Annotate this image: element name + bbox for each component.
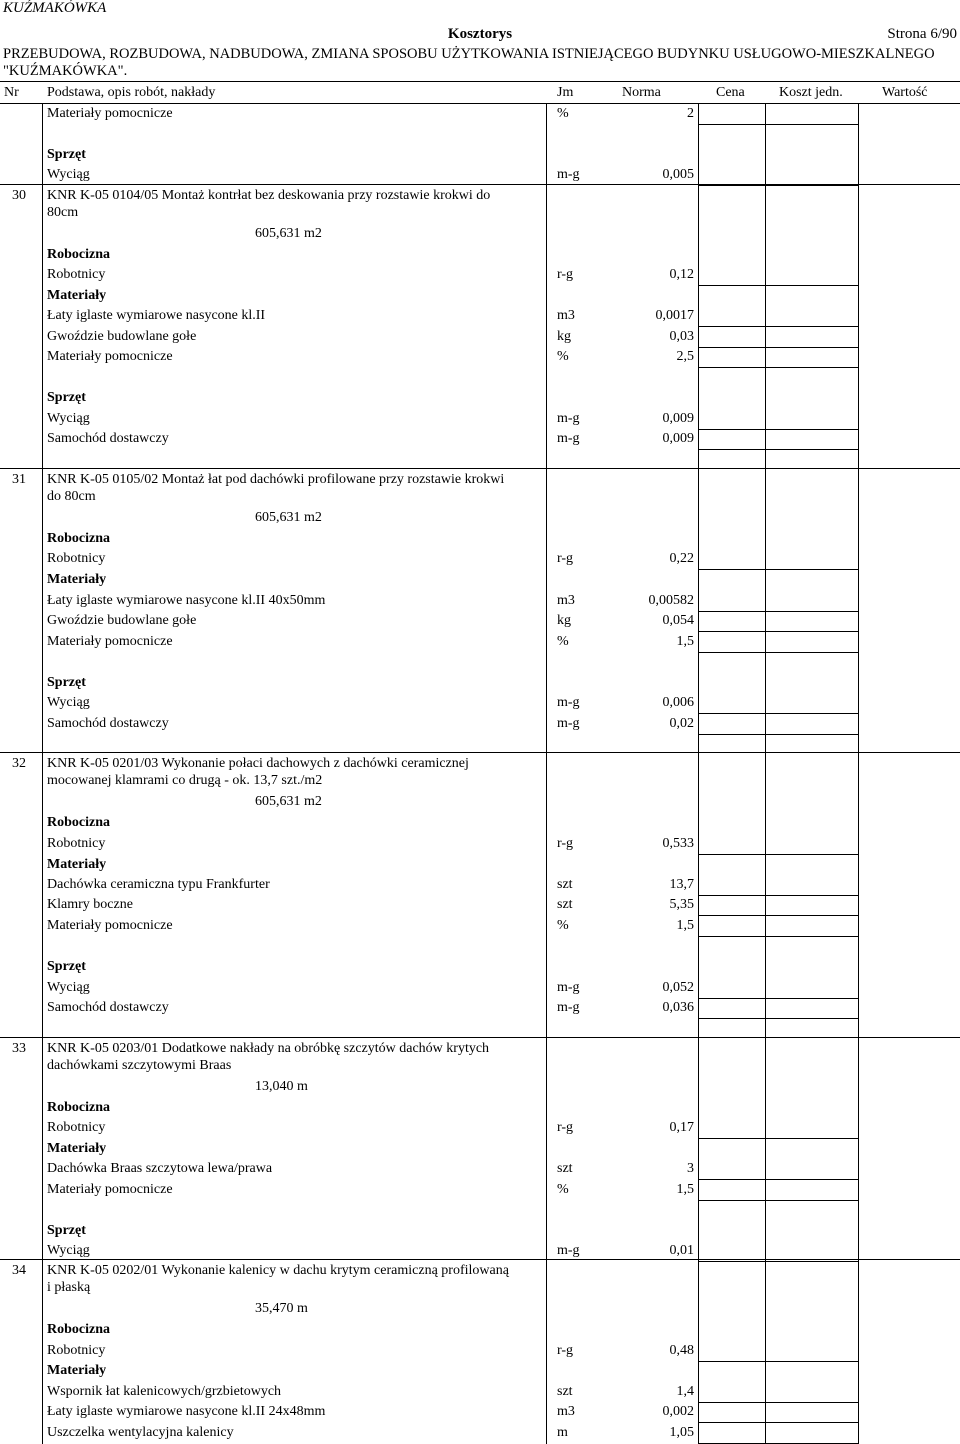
resource-norm: 0,00582 <box>648 593 694 608</box>
cell-rule <box>698 1200 858 1201</box>
company-name: KUŹMAKÓWKA <box>3 0 107 16</box>
resource-unit: m-g <box>557 716 580 731</box>
resource-unit: m-g <box>557 695 580 710</box>
resource-name: Samochód dostawczy <box>47 1000 169 1015</box>
resource-norm: 5,35 <box>669 897 694 912</box>
resource-unit: szt <box>557 877 573 892</box>
resource-name: Dachówka Braas szczytowa lewa/prawa <box>47 1161 273 1176</box>
resource-unit: % <box>557 1182 569 1197</box>
resource-name: Robotnicy <box>47 1343 106 1358</box>
resource-norm: 1,05 <box>669 1425 694 1440</box>
position-quantity: 605,631 m2 <box>255 510 322 525</box>
position-description: KNR K-05 0201/03 Wykonanie połaci dachowych z dachówki ceramicznej <box>47 756 469 771</box>
cell-rule <box>698 124 858 125</box>
cell-rule <box>698 1179 858 1180</box>
cell-rule <box>698 1018 858 1019</box>
cell-rule <box>698 1138 858 1139</box>
resource-name: Łaty iglaste wymiarowe nasycone kl.II 24x48mm <box>47 1404 326 1419</box>
cell-rule <box>698 285 858 286</box>
resource-unit: r-g <box>557 267 574 282</box>
resource-unit: m-g <box>557 167 580 182</box>
resource-norm: 1,4 <box>676 1384 694 1399</box>
resource-unit: r-g <box>557 836 574 851</box>
resource-norm: 0,17 <box>669 1120 694 1135</box>
position-number: 32 <box>12 756 26 771</box>
position-number: 31 <box>12 472 26 487</box>
column-divider <box>546 104 547 1444</box>
resource-name: Wyciąg <box>47 980 90 995</box>
resource-norm: 0,054 <box>662 613 694 628</box>
header-top-rule <box>0 81 960 82</box>
resource-norm: 13,7 <box>669 877 694 892</box>
section-label: Robocizna <box>47 815 110 830</box>
position-quantity: 605,631 m2 <box>255 226 322 241</box>
resource-norm: 0,48 <box>669 1343 694 1358</box>
resource-unit: m <box>557 1425 568 1440</box>
page-number: Strona 6/90 <box>887 26 957 42</box>
cell-rule <box>698 713 858 714</box>
resource-norm: 0,02 <box>669 716 694 731</box>
position-separator <box>0 184 960 185</box>
cell-rule <box>698 326 858 327</box>
position-separator <box>0 1259 960 1260</box>
resource-unit: % <box>557 918 569 933</box>
section-label: Sprzęt <box>47 147 86 162</box>
position-number: 33 <box>12 1041 26 1056</box>
resource-unit: r-g <box>557 551 574 566</box>
cell-rule <box>698 854 858 855</box>
resource-norm: 0,0017 <box>655 308 694 323</box>
cell-rule <box>698 1422 858 1423</box>
resource-unit: % <box>557 634 569 649</box>
header-bottom-rule <box>0 103 960 104</box>
resource-name: Łaty iglaste wymiarowe nasycone kl.II 40x50mm <box>47 593 326 608</box>
resource-norm: 3 <box>687 1161 694 1176</box>
section-label: Materiały <box>47 572 107 587</box>
resource-unit: szt <box>557 1384 573 1399</box>
column-divider <box>765 104 766 1444</box>
resource-norm: 0,036 <box>662 1000 694 1015</box>
resource-unit: kg <box>557 329 571 344</box>
position-number: 30 <box>12 188 26 203</box>
cell-rule <box>698 652 858 653</box>
resource-name: Klamry boczne <box>47 897 133 912</box>
resource-norm: 0,005 <box>662 167 694 182</box>
resource-norm: 1,5 <box>676 634 694 649</box>
resource-name: Robotnicy <box>47 836 106 851</box>
cell-rule <box>698 1261 858 1262</box>
resource-name: Gwoździe budowlane gołe <box>47 613 197 628</box>
cell-rule <box>698 734 858 735</box>
column-divider <box>858 104 859 1444</box>
col-header-basis: Podstawa, opis robót, nakłady <box>47 85 216 100</box>
col-header-unit: Jm <box>557 85 574 100</box>
resource-norm: 0,03 <box>669 329 694 344</box>
cell-rule <box>698 611 858 612</box>
resource-name: Robotnicy <box>47 551 106 566</box>
section-label: Sprzęt <box>47 390 86 405</box>
resource-unit: szt <box>557 897 573 912</box>
resource-unit: m-g <box>557 1243 580 1258</box>
column-divider <box>698 104 699 1444</box>
resource-norm: 0,533 <box>662 836 694 851</box>
resource-unit: r-g <box>557 1343 574 1358</box>
document-title: Kosztorys <box>447 26 513 42</box>
resource-name: Robotnicy <box>47 1120 106 1135</box>
position-separator <box>0 752 960 753</box>
resource-name: Materiały pomocnicze <box>47 918 173 933</box>
resource-unit: m3 <box>557 1404 575 1419</box>
cell-rule <box>698 915 858 916</box>
section-label: Robocizna <box>47 1322 110 1337</box>
cell-rule <box>698 569 858 570</box>
col-header-value: Wartość <box>882 85 928 100</box>
resource-name: Materiały pomocnicze <box>47 349 173 364</box>
resource-norm: 0,052 <box>662 980 694 995</box>
position-separator <box>0 1037 960 1038</box>
position-number: 34 <box>12 1263 26 1278</box>
resource-name: Materiały pomocnicze <box>47 106 173 121</box>
section-label: Robocizna <box>47 1100 110 1115</box>
position-description-cont: i płaską <box>47 1280 91 1295</box>
resource-name: Wyciąg <box>47 695 90 710</box>
resource-name: Gwoździe budowlane gołe <box>47 329 197 344</box>
resource-unit: m-g <box>557 411 580 426</box>
col-header-unit-cost: Koszt jedn. <box>779 85 843 100</box>
cell-rule <box>698 631 858 632</box>
section-label: Robocizna <box>47 247 110 262</box>
resource-unit: r-g <box>557 1120 574 1135</box>
resource-norm: 0,006 <box>662 695 694 710</box>
position-description: KNR K-05 0104/05 Montaż kontrłat bez deskowania przy rozstawie krokwi do <box>47 188 491 203</box>
resource-norm: 2,5 <box>676 349 694 364</box>
resource-unit: m3 <box>557 593 575 608</box>
resource-name: Wyciąg <box>47 1243 90 1258</box>
resource-name: Materiały pomocnicze <box>47 1182 173 1197</box>
section-label: Sprzęt <box>47 1223 86 1238</box>
resource-norm: 0,002 <box>662 1404 694 1419</box>
resource-norm: 0,01 <box>669 1243 694 1258</box>
resource-unit: m-g <box>557 431 580 446</box>
column-divider <box>42 104 43 1444</box>
resource-name: Uszczelka wentylacyjna kalenicy <box>47 1425 234 1440</box>
resource-name: Samochód dostawczy <box>47 716 169 731</box>
resource-name: Wyciąg <box>47 167 90 182</box>
section-label: Materiały <box>47 857 107 872</box>
col-header-nr: Nr <box>4 85 19 100</box>
section-label: Materiały <box>47 288 107 303</box>
cell-rule <box>698 1361 858 1362</box>
col-header-norm: Norma <box>622 85 661 100</box>
col-header-price: Cena <box>716 85 745 100</box>
cell-rule <box>698 449 858 450</box>
cell-rule <box>698 347 858 348</box>
position-description: KNR K-05 0105/02 Montaż łat pod dachówki profilowane przy rozstawie krokwi <box>47 472 505 487</box>
position-separator <box>0 468 960 469</box>
position-description-cont: do 80cm <box>47 489 96 504</box>
project-title-line1: PRZEBUDOWA, ROZBUDOWA, NADBUDOWA, ZMIANA SPOSOBU UŻYTKOWANIA ISTNIEJĄCEGO BUDYNKU USŁUGOWO-MIESZKALNEGO <box>3 46 935 62</box>
position-description: KNR K-05 0203/01 Dodatkowe nakłady na obróbkę szczytów dachów krytych <box>47 1041 490 1056</box>
resource-norm: 2 <box>687 106 694 121</box>
resource-name: Samochód dostawczy <box>47 431 169 446</box>
resource-unit: m-g <box>557 1000 580 1015</box>
resource-name: Materiały pomocnicze <box>47 634 173 649</box>
cell-rule <box>698 895 858 896</box>
resource-name: Wyciąg <box>47 411 90 426</box>
resource-unit: kg <box>557 613 571 628</box>
resource-norm: 0,22 <box>669 551 694 566</box>
section-label: Sprzęt <box>47 959 86 974</box>
resource-norm: 0,12 <box>669 267 694 282</box>
resource-unit: szt <box>557 1161 573 1176</box>
resource-norm: 0,009 <box>662 431 694 446</box>
position-description-cont: 80cm <box>47 205 79 220</box>
resource-norm: 0,009 <box>662 411 694 426</box>
resource-name: Wspornik łat kalenicowych/grzbietowych <box>47 1384 282 1399</box>
resource-name: Dachówka ceramiczna typu Frankfurter <box>47 877 270 892</box>
section-label: Robocizna <box>47 531 110 546</box>
cell-rule <box>698 1402 858 1403</box>
project-title-line2: "KUŹMAKÓWKA". <box>3 63 128 79</box>
resource-norm: 1,5 <box>676 1182 694 1197</box>
cell-rule <box>698 367 858 368</box>
position-quantity: 605,631 m2 <box>255 794 322 809</box>
resource-name: Robotnicy <box>47 267 106 282</box>
resource-unit: % <box>557 349 569 364</box>
cell-rule <box>698 429 858 430</box>
cell-rule <box>698 185 858 186</box>
section-label: Sprzęt <box>47 675 86 690</box>
resource-unit: m3 <box>557 308 575 323</box>
section-label: Materiały <box>47 1363 107 1378</box>
position-quantity: 35,470 m <box>255 1301 308 1316</box>
position-description-cont: mocowanej klamrami co drugą - ok. 13,7 szt./m2 <box>47 773 323 788</box>
resource-unit: % <box>557 106 569 121</box>
cell-rule <box>698 998 858 999</box>
resource-norm: 1,5 <box>676 918 694 933</box>
position-quantity: 13,040 m <box>255 1079 308 1094</box>
position-description-cont: dachówkami szczytowymi Braas <box>47 1058 232 1073</box>
position-description: KNR K-05 0202/01 Wykonanie kalenicy w dachu krytym ceramiczną profilowaną <box>47 1263 509 1278</box>
cell-rule <box>698 936 858 937</box>
section-label: Materiały <box>47 1141 107 1156</box>
resource-unit: m-g <box>557 980 580 995</box>
resource-name: Łaty iglaste wymiarowe nasycone kl.II <box>47 308 266 323</box>
